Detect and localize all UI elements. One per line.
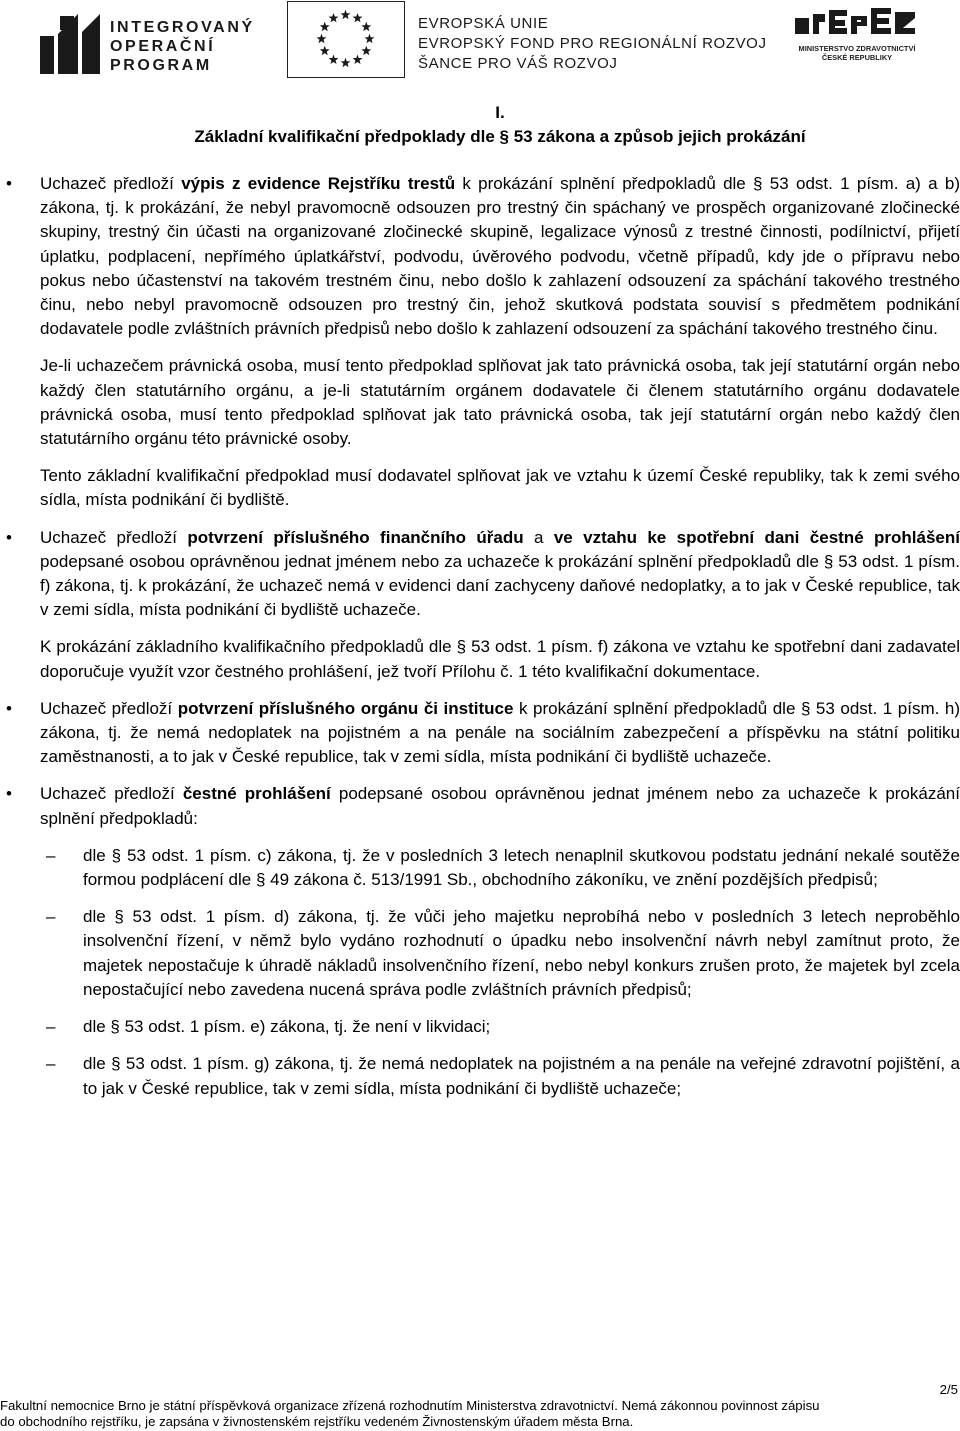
eu-line: EVROPSKÝ FOND PRO REGIONÁLNÍ ROZVOJ (418, 35, 767, 52)
eu-text (418, 14, 767, 74)
social-security-item (6, 697, 960, 770)
dash-icon: – (46, 907, 56, 927)
ministry-line: MINISTERSTVO ZDRAVOTNICTVÍ (798, 44, 916, 53)
footer-line: do obchodního rejstříku, je zapsána v živnostenském rejstříku vedeném Živnostenským úřadem města Brna. (0, 1414, 634, 1429)
list-item-text: dle § 53 odst. 1 písm. c) zákona, tj. že v posledních 3 letech nenaplnil skutkovou podstatu jednání nekalé soutěže formou podplácení dle § 49 zákona č. 513/1991 Sb., obchodního zákoníku, ve znění pozdějších předpisů; (83, 845, 960, 890)
eu-star-icon (320, 46, 330, 55)
ministry-logo (793, 6, 921, 70)
iop-logo-line: INTEGROVANÝ (110, 19, 255, 36)
ministry-logo-graphic (795, 6, 917, 38)
declaration-list (46, 844, 960, 1101)
declaration-item (6, 782, 960, 830)
text-run: podepsané osobou oprávněnou jednat jménem nebo za uchazeče k prokázání splnění předpokladů dle § 53 odst. 1 písm. f) zákona, tj. k prokázání, že uchazeč nemá v evidenci daní zachyceny daňové nedoplatky, a to jak v České republice, tak v zemi sídla, místa podnikání či bydliště uchazeče. (40, 551, 960, 620)
eu-star-icon (353, 55, 363, 64)
eu-star-icon (329, 13, 339, 22)
chapter-title: Základní kvalifikační předpoklady dle § 53 zákona a způsob jejich prokázání (194, 127, 806, 146)
emphasis: potvrzení příslušného finančního úřadu (187, 527, 524, 547)
chapter-number: I. (495, 103, 505, 122)
criminal-record-item (6, 172, 960, 341)
eu-star-icon (361, 22, 371, 31)
paragraph: K prokázání základního kvalifikačního předpokladů dle § 53 odst. 1 písm. f) zákona ve vztahu ke spotřební dani zadavatel doporučuje využít vzor čestného prohlášení, jež tvoří Přílohu č. 1 této kvalifikační dokumentace. (40, 637, 960, 681)
emphasis: výpis z evidence Rejstříku trestů (181, 174, 456, 193)
paragraph: Tento základní kvalifikační předpoklad musí dodavatel splňovat jak ve vztahu k území České republiky, tak k zemi svého sídla, místa podnikání či bydliště. (40, 466, 960, 510)
text-run: k prokázání splnění předpokladů dle § 53 odst. 1 písm. h) zákona, tj. že nemá nedoplatek na pojistném a na penále na sociálním zabezpečení a příspěvku na státní politiku zaměstnanosti, a to jak v České republice, tak v zemi sídla, místa podnikání či bydliště uchazeče. (40, 698, 960, 767)
text-run: podepsané osobou oprávněnou jednat jménem nebo za uchazeče k prokázání splnění předpokladů: (40, 784, 960, 828)
text-run: Uchazeč předloží (40, 527, 188, 547)
tax-office-item (6, 526, 960, 623)
iop-logo-mark (40, 14, 100, 74)
eu-line: ŠANCE PRO VÁŠ ROZVOJ (418, 55, 618, 72)
eu-star-icon (341, 10, 351, 19)
bullet-icon: • (6, 784, 12, 804)
bullet-icon: • (6, 174, 12, 193)
eu-star-icon (329, 55, 339, 64)
eu-star-icon (317, 34, 327, 43)
eu-star-icon (320, 22, 330, 31)
emphasis: čestné prohlášení (182, 784, 331, 804)
iop-logo (40, 14, 260, 78)
emphasis: ve vztahu ke spotřební dani čestné prohlášení (553, 527, 960, 547)
bullet-icon: • (6, 698, 12, 718)
page-number: 2/5 (939, 1382, 958, 1397)
list-item-text: dle § 53 odst. 1 písm. e) zákona, tj. že není v likvidaci; (83, 1017, 491, 1037)
ministry-text (793, 44, 921, 62)
bullet-icon: • (6, 527, 12, 547)
text-run: Uchazeč předloží (40, 174, 182, 193)
dash-icon: – (46, 1054, 56, 1074)
paragraph: Je-li uchazečem právnická osoba, musí tento předpoklad splňovat jak tato právnická osoba, tak její statutární orgán nebo každý člen statutárního orgánu, a je-li statutárním orgánem dodavatele či členem statutárního orgánu dodavatele právnická osoba, musí tento předpoklad splňovat jak tato právnická osoba, tak její statutární orgán nebo každý člen statutárního orgánu této právnické osoby. (40, 356, 960, 449)
dash-icon: – (46, 845, 56, 865)
list-item-text: dle § 53 odst. 1 písm. d) zákona, tj. že vůči jeho majetku neprobíhá nebo v posledních 3 letech neproběhlo insolvenční řízení, v němž bylo vydáno rozhodnutí o úpadku nebo insolvenční návrh nebyl zamítnut proto, že majetek nepostačuje k úhradě nákladů insolvenčního řízení, nebo nebyl konkurs zrušen proto, že majetek byl zcela nepostačující nebo zavedena nucená správa podle zvláštních právních předpisů; (83, 907, 960, 999)
ministry-line: ČESKÉ REPUBLIKY (821, 53, 893, 62)
list-item (46, 1015, 960, 1039)
list-item (46, 1052, 960, 1100)
dash-icon: – (46, 1017, 56, 1037)
eu-star-icon (353, 13, 363, 22)
list-item-text: dle § 53 odst. 1 písm. g) zákona, tj. že nemá nedoplatek na pojistném a na penále na veřejné zdravotní pojištění, a to jak v České republice, tak v zemi sídla, místa podnikání či bydliště uchazeče; (83, 1054, 960, 1098)
iop-logo-line: OPERAČNÍ (110, 38, 216, 55)
eu-star-icon (361, 46, 371, 55)
footer-line: Fakultní nemocnice Brno je státní příspěvková organizace zřízená rozhodnutím Ministerstva zdravotnictví. Nemá zákonnou povinnost zápisu (0, 1398, 820, 1413)
text-run: a (523, 527, 554, 547)
eu-flag-icon (287, 1, 405, 78)
emphasis: potvrzení příslušného orgánu či instituce (177, 698, 514, 718)
document-body (6, 102, 960, 1114)
page-footer (0, 1382, 960, 1430)
list-item (46, 844, 960, 892)
iop-logo-text (110, 18, 255, 75)
text-run: k prokázání splnění předpokladů dle § 53 odst. 1 písm. a) a b) zákona, tj. k prokázání, že nebyl pravomocně odsouzen pro trestný čin spáchaný ve prospěch organizované zločinecké skupiny, trestný čin účasti na organizované zločinecké skupině, legalizace výnosů z trestné činnosti, podílnictví, přijetí úplatku, podplacení, nepřímého úplatkářství, podvodu, úvěrového podvodu, včetně případů, kdy jde o přípravu nebo pokus nebo účastenství na takovém trestném činu, nebo došlo k zahlazení odsouzení za spáchání takového trestného činu, nebo nebyl pravomocně odsouzen pro trestný čin, jehož skutková podstata souvisí s předmětem podnikání dodavatele podle zvláštních právních předpisů nebo došlo k zahlazení odsouzení za spáchání takového trestného činu. (40, 174, 960, 339)
text-run: Uchazeč předloží (40, 698, 178, 718)
eu-star-icon (341, 58, 351, 67)
header-logos (0, 0, 960, 84)
eu-line: EVROPSKÁ UNIE (418, 15, 549, 32)
eu-star-icon (365, 34, 375, 43)
text-run: Uchazeč předloží (40, 784, 183, 804)
iop-logo-line: PROGRAM (110, 57, 212, 74)
list-item (46, 905, 960, 1002)
